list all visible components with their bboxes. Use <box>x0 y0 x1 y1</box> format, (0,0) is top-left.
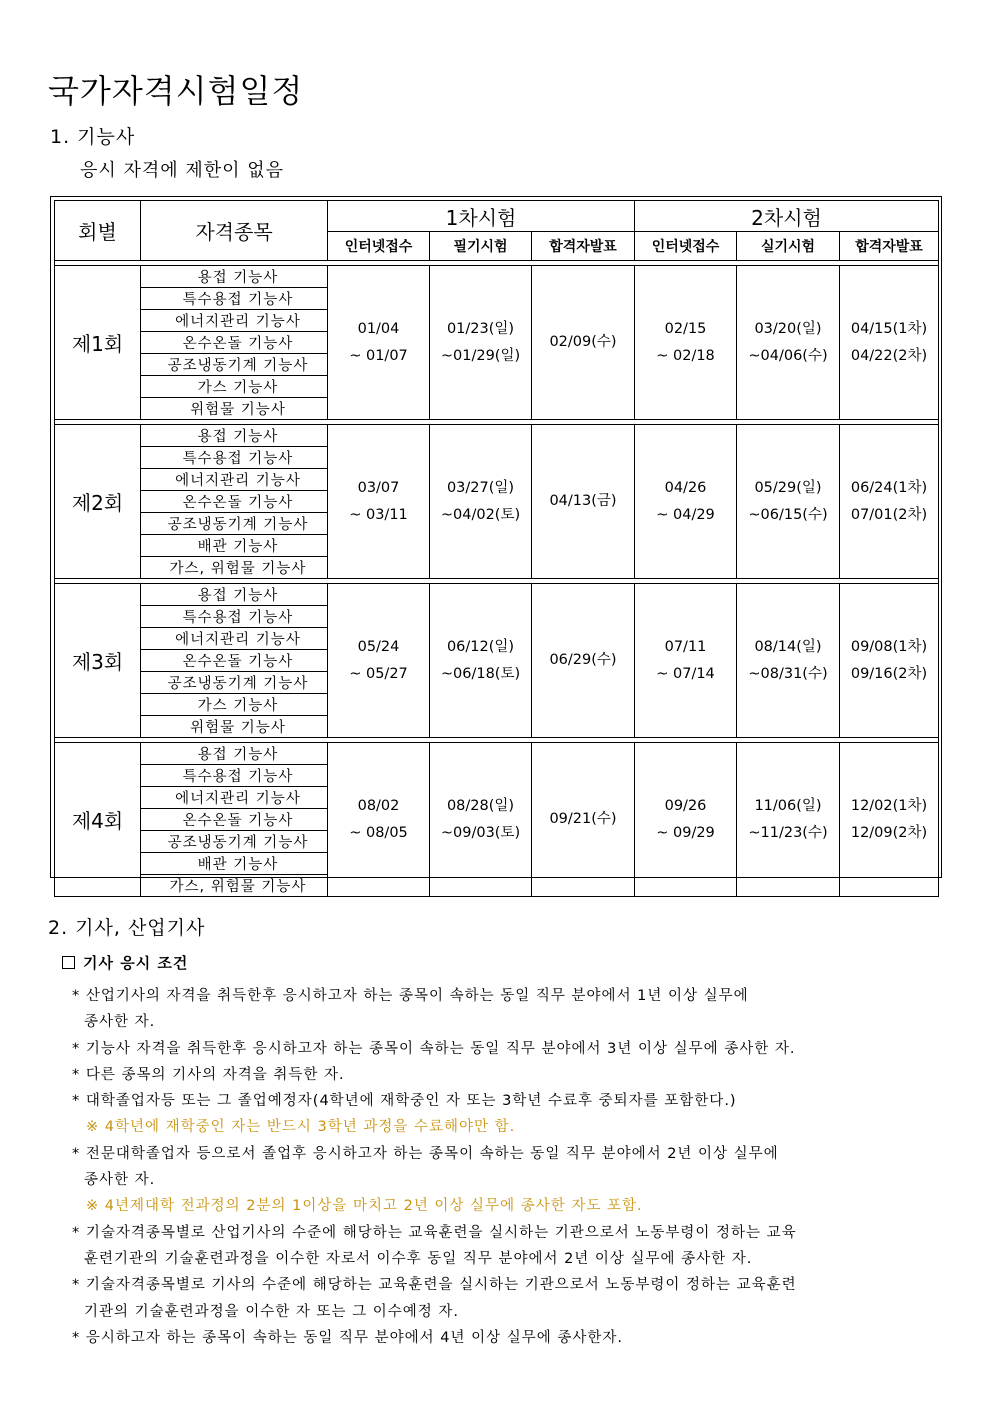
practical-cell-line: 11/06(일) <box>754 797 822 814</box>
subject-cell: 온수온돌 기능사 <box>141 650 328 672</box>
result1-cell <box>532 266 635 420</box>
round-name: 제3회 <box>55 584 141 738</box>
round-name: 제1회 <box>55 266 141 420</box>
subject-cell: 용접 기능사 <box>141 425 328 447</box>
condition-line: * 기술자격종목별로 기사의 수준에 해당하는 교육훈련을 실시하는 기관으로서 노동부령이 정하는 교육훈련 <box>72 1277 797 1294</box>
header-reg1: 인터넷접수 <box>328 232 430 261</box>
result1-cell <box>532 743 635 897</box>
result1-cell-line: 09/21(수) <box>549 811 617 827</box>
written-cell <box>430 743 532 897</box>
header-practical: 실기시험 <box>737 232 840 261</box>
section2-heading: 2. 기사, 산업기사 <box>48 917 206 939</box>
result2-cell-line: 06/24(1차) <box>850 479 928 496</box>
header-written: 필기시험 <box>430 232 532 261</box>
subject-cell: 특수용접 기능사 <box>141 288 328 310</box>
checkbox-square-icon <box>62 956 75 969</box>
written-cell <box>430 584 532 738</box>
result2-cell <box>840 743 939 897</box>
header-result1: 합격자발표 <box>532 232 635 261</box>
conditions-title-text: 기사 응시 조건 <box>83 954 189 972</box>
result1-cell <box>532 584 635 738</box>
reg2-cell-line: ~ 04/29 <box>656 506 715 523</box>
written-cell-line: ~06/18(토) <box>440 665 521 682</box>
reg2-cell-line: 07/11 <box>664 638 707 655</box>
reg2-cell-line: 04/26 <box>664 479 707 496</box>
condition-note: ※ 4학년에 재학중인 자는 반드시 3학년 과정을 수료해야만 함. <box>86 1119 516 1136</box>
conditions-title <box>62 952 188 973</box>
result2-cell-line: 12/02(1차) <box>850 797 928 814</box>
round-name: 제4회 <box>55 743 141 897</box>
condition-line: 종사한 자. <box>84 1014 156 1031</box>
subject-cell: 가스, 위험물 기능사 <box>141 875 328 897</box>
condition-line: * 대학졸업자등 또는 그 졸업예정자(4학년에 재학중인 자 또는 3학년 수료후 중퇴자를 포함한다.) <box>72 1093 737 1110</box>
reg1-cell-line: 03/07 <box>357 479 400 496</box>
subject-cell: 용접 기능사 <box>141 743 328 765</box>
result2-cell-line: 07/01(2차) <box>850 506 928 523</box>
result2-cell-line: 04/15(1차) <box>850 320 928 337</box>
subject-cell: 온수온돌 기능사 <box>141 809 328 831</box>
subject-cell: 가스 기능사 <box>141 376 328 398</box>
subject-cell: 특수용접 기능사 <box>141 447 328 469</box>
subject-cell: 공조냉동기계 기능사 <box>141 831 328 853</box>
condition-line: * 다른 종목의 기사의 자격을 취득한 자. <box>72 1066 345 1083</box>
subject-cell: 에너지관리 기능사 <box>141 787 328 809</box>
result2-cell-line: 09/08(1차) <box>850 638 928 655</box>
subject-cell: 에너지관리 기능사 <box>141 469 328 491</box>
reg2-cell-line: ~ 09/29 <box>656 824 715 841</box>
reg1-cell-line: 08/02 <box>357 797 400 814</box>
subject-cell: 위험물 기능사 <box>141 398 328 420</box>
written-cell-line: 01/23(일) <box>446 320 515 337</box>
subject-cell: 공조냉동기계 기능사 <box>141 354 328 376</box>
written-cell-line: ~09/03(토) <box>440 824 521 841</box>
header-exam1: 1차시험 <box>328 201 635 232</box>
reg2-cell-line: 09/26 <box>664 797 707 814</box>
result2-cell-line: 09/16(2차) <box>850 665 928 682</box>
table-row <box>55 743 939 765</box>
reg1-cell-line: ~ 05/27 <box>349 665 408 682</box>
reg1-cell-line: 01/04 <box>357 320 400 337</box>
result2-cell <box>840 584 939 738</box>
round-name: 제2회 <box>55 425 141 579</box>
result2-cell-line: 04/22(2차) <box>850 347 928 364</box>
subject-cell: 용접 기능사 <box>141 584 328 606</box>
condition-line: * 산업기사의 자격을 취득한후 응시하고자 하는 종목이 속하는 동일 직무 분야에서 1년 이상 실무에 <box>72 988 749 1004</box>
condition-line: 종사한 자. <box>84 1172 156 1189</box>
written-cell <box>430 266 532 420</box>
reg1-cell-line: ~ 08/05 <box>349 824 408 841</box>
condition-line: * 기술자격종목별로 산업기사의 수준에 해당하는 교육훈련을 실시하는 기관으로서 노동부령이 정하는 교육 <box>72 1224 797 1241</box>
practical-cell <box>737 584 840 738</box>
result2-cell <box>840 266 939 420</box>
reg1-cell-line: ~ 03/11 <box>349 506 408 523</box>
reg2-cell <box>635 743 737 897</box>
written-cell-line: ~04/02(토) <box>440 506 521 523</box>
header-round: 회별 <box>55 201 141 261</box>
schedule-table <box>54 200 939 897</box>
written-cell-line: 03/27(일) <box>446 479 515 496</box>
reg1-cell-line: 05/24 <box>357 638 400 655</box>
condition-line: 기관의 기술훈련과정을 이수한 자 또는 그 이수예정 자. <box>84 1303 460 1320</box>
practical-cell <box>737 743 840 897</box>
practical-cell-line: ~06/15(수) <box>748 506 828 523</box>
result1-cell <box>532 425 635 579</box>
reg2-cell-line: ~ 02/18 <box>656 347 715 364</box>
written-cell-line: 06/12(일) <box>446 638 515 655</box>
result1-cell-line: 04/13(금) <box>549 493 617 509</box>
header-reg2: 인터넷접수 <box>635 232 737 261</box>
conditions-list <box>72 983 952 1351</box>
written-cell <box>430 425 532 579</box>
condition-note: ※ 4년제대학 전과정의 2분의 1이상을 마치고 2년 이상 실무에 종사한 자도 포함. <box>86 1198 643 1215</box>
practical-cell-line: 03/20(일) <box>754 320 822 337</box>
result1-cell-line: 06/29(수) <box>549 652 617 668</box>
subject-cell: 온수온돌 기능사 <box>141 332 328 354</box>
header-exam2: 2차시험 <box>635 201 939 232</box>
condition-line: * 전문대학졸업자 등으로서 졸업후 응시하고자 하는 종목이 속하는 동일 직무 분야에서 2년 이상 실무에 <box>72 1145 779 1162</box>
result2-cell-line: 12/09(2차) <box>850 824 928 841</box>
schedule-table-frame <box>50 196 942 895</box>
subject-cell: 온수온돌 기능사 <box>141 491 328 513</box>
reg1-cell <box>328 743 430 897</box>
table-row <box>55 425 939 447</box>
practical-cell <box>737 425 840 579</box>
header-subject: 자격종목 <box>141 201 328 261</box>
subject-cell: 공조냉동기계 기능사 <box>141 672 328 694</box>
reg2-cell-line: 02/15 <box>664 320 707 337</box>
written-cell-line: 08/28(일) <box>446 797 515 814</box>
reg1-cell <box>328 266 430 420</box>
section1-note: 응시 자격에 제한이 없음 <box>80 160 285 181</box>
subject-cell: 특수용접 기능사 <box>141 765 328 787</box>
reg2-cell <box>635 425 737 579</box>
result2-cell <box>840 425 939 579</box>
reg2-cell <box>635 584 737 738</box>
result1-cell-line: 02/09(수) <box>549 334 617 350</box>
condition-line: 훈련기관의 기술훈련과정을 이수한 자로서 이수후 동일 직무 분야에서 2년 이상 실무에 종사한 자. <box>84 1250 753 1267</box>
reg2-cell-line: ~ 07/14 <box>656 665 715 682</box>
table-row <box>55 584 939 606</box>
condition-line: * 응시하고자 하는 종목이 속하는 동일 직무 분야에서 4년 이상 실무에 종사한자. <box>72 1329 623 1346</box>
practical-cell-line: ~08/31(수) <box>748 665 828 682</box>
practical-cell-line: ~04/06(수) <box>748 347 828 364</box>
practical-cell <box>737 266 840 420</box>
practical-cell-line: 05/29(일) <box>754 479 822 496</box>
subject-cell: 위험물 기능사 <box>141 716 328 738</box>
subject-cell: 특수용접 기능사 <box>141 606 328 628</box>
subject-cell: 공조냉동기계 기능사 <box>141 513 328 535</box>
subject-cell: 에너지관리 기능사 <box>141 310 328 332</box>
section1-heading: 1. 기능사 <box>50 126 136 148</box>
header-result2: 합격자발표 <box>840 232 939 261</box>
reg1-cell <box>328 584 430 738</box>
table-row <box>55 266 939 288</box>
reg1-cell-line: ~ 01/07 <box>349 347 408 364</box>
subject-cell: 에너지관리 기능사 <box>141 628 328 650</box>
practical-cell-line: 08/14(일) <box>754 638 822 655</box>
page-title: 국가자격시험일정 <box>48 72 304 110</box>
condition-line: * 기능사 자격을 취득한후 응시하고자 하는 종목이 속하는 동일 직무 분야에서 3년 이상 실무에 종사한 자. <box>72 1040 796 1057</box>
subject-cell: 가스 기능사 <box>141 694 328 716</box>
practical-cell-line: ~11/23(수) <box>748 824 828 841</box>
written-cell-line: ~01/29(일) <box>440 347 521 364</box>
reg1-cell <box>328 425 430 579</box>
subject-cell: 용접 기능사 <box>141 266 328 288</box>
reg2-cell <box>635 266 737 420</box>
subject-cell: 배관 기능사 <box>141 853 328 875</box>
subject-cell: 가스, 위험물 기능사 <box>141 557 328 579</box>
subject-cell: 배관 기능사 <box>141 535 328 557</box>
